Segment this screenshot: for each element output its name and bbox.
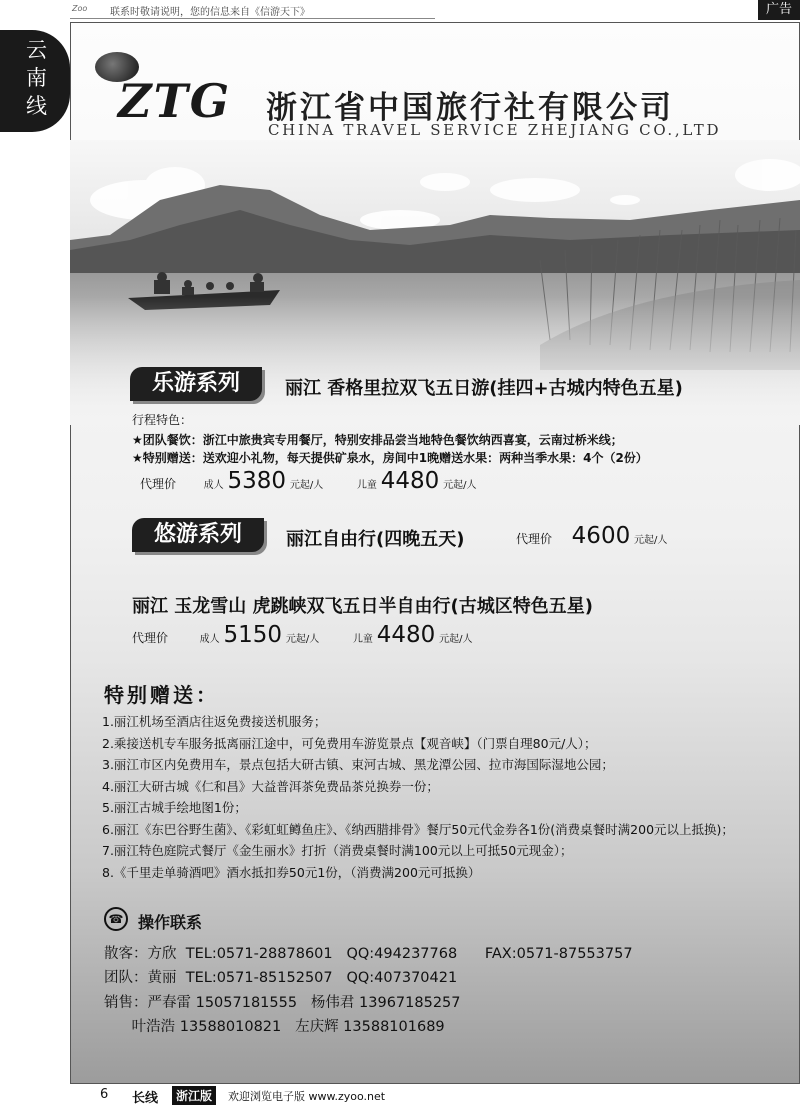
company-name-en: CHINA TRAVEL SERVICE ZHEJIANG CO.,LTD [268, 121, 722, 139]
child-price: 4480 [380, 468, 440, 494]
magazine-section: 长线 [132, 1091, 159, 1106]
series2-tour2-price-row [132, 622, 472, 648]
ad-tag: 广告 [758, 0, 800, 20]
contact-text: 散客：方欣 TEL:0571-28878601 QQ:494237768 FAX:0571-87553757 [104, 946, 633, 962]
adult-label: 成人 [203, 480, 224, 491]
series2-tour-title: 丽江自由行(四晚五天) [286, 529, 465, 550]
contact-text: 叶浩浩 13588010821 左庆辉 13588101689 [104, 1019, 445, 1035]
series2-badge: 悠游系列 [132, 518, 264, 552]
page-number: 6 [100, 1087, 109, 1102]
feature-line-2: ★特别赠送：送欢迎小礼物，每天提供矿泉水，房间中1晚赠送水果：两种当季水果：4个（2份） [132, 451, 648, 465]
gift-item: 4.丽江大研古城《仁和昌》大益普洱茶免费品茶兑换券一份； [102, 778, 439, 794]
series2-price: 4600 [571, 523, 631, 549]
gift-item: 6.丽江《东巴谷野生菌》、《彩虹虹鳟鱼庄》、《纳西腊排骨》餐厅50元代金券各1份(消费桌餐时满200元以上抵换)； [102, 821, 734, 837]
phone-icon: ☎ [104, 907, 128, 931]
child-price: 4480 [376, 622, 436, 648]
top-rule [70, 18, 435, 19]
child-label: 儿童 [356, 480, 377, 491]
special-gifts-list [102, 711, 734, 883]
edition-badge: 浙江版 [172, 1086, 216, 1105]
contact-text: 团队：黄丽 TEL:0571-85152507 QQ:407370421 [104, 970, 458, 986]
magazine-mini-logo: Zoo [72, 4, 88, 13]
section-side-tab [0, 30, 70, 132]
gift-item: 8.《千里走单骑酒吧》酒水抵扣券50元1份，（消费满200元可抵换） [102, 864, 481, 880]
contact-row-individual [104, 942, 633, 963]
child-label: 儿童 [352, 634, 373, 645]
contact-row-sales [104, 991, 461, 1012]
company-name-cn: 浙江省中国旅行社有限公司 [266, 90, 674, 126]
special-gifts-title: 特别赠送： [104, 683, 219, 707]
page-footer [70, 1086, 800, 1104]
gift-item: 5.丽江古城手绘地图1份； [102, 800, 247, 815]
series1-tour-title: 丽江 香格里拉双飞五日游(挂四+古城内特色五星) [285, 378, 683, 399]
features-label: 行程特色： [132, 413, 193, 427]
feature-line-1: ★团队餐饮：浙江中旅贵宾专用餐厅，特别安排品尝当地特色餐饮纳西喜宴，云南过桥米线； [132, 433, 623, 447]
price-label: 代理价 [132, 631, 169, 645]
series2-price-row [516, 523, 667, 549]
source-notice: 联系时敬请说明，您的信息来自《信游天下》 [110, 7, 310, 18]
adult-price: 5380 [227, 468, 287, 494]
price-unit: 元起/人 [439, 634, 473, 645]
top-strip [70, 0, 800, 20]
gift-item: 2.乘接送机专车服务抵离丽江途中，可免费用车游览景点【观音峡】（门票自理80元/人）； [102, 735, 597, 751]
ztg-logo-text: ZTG [118, 74, 232, 128]
adult-price: 5150 [223, 622, 283, 648]
contact-title: 操作联系 [138, 913, 203, 932]
series1-badge: 乐游系列 [130, 367, 262, 401]
price-unit: 元起/人 [289, 480, 324, 491]
gift-item: 1.丽江机场至酒店往返免费接送机服务； [102, 714, 327, 729]
section-label: 云南线 [26, 38, 47, 118]
price-label: 代理价 [140, 477, 177, 491]
price-label: 代理价 [516, 532, 553, 546]
price-unit: 元起/人 [285, 634, 320, 645]
price-unit: 元起/人 [634, 535, 668, 546]
adult-label: 成人 [199, 634, 220, 645]
contact-row-group [104, 966, 457, 987]
gift-item: 3.丽江市区内免费用车，景点包括大研古镇、束河古城、黑龙潭公园、拉市海国际湿地公园； [102, 757, 614, 772]
contact-text: 销售：严春雷 15057181555 杨伟君 13967185257 [104, 995, 461, 1011]
website-slogan[interactable]: 欢迎浏览电子版 www.zyoo.net [228, 1090, 386, 1103]
series1-price-row [140, 468, 476, 494]
gift-item: 7.丽江特色庭院式餐厅《金生丽水》打折（消费桌餐时满100元以上可抵50元现金）； [102, 843, 573, 858]
series2-tour2-title: 丽江 玉龙雪山 虎跳峡双飞五日半自由行(古城区特色五星) [132, 596, 593, 617]
price-unit: 元起/人 [443, 480, 477, 491]
contact-row-sales-2 [104, 1015, 445, 1036]
